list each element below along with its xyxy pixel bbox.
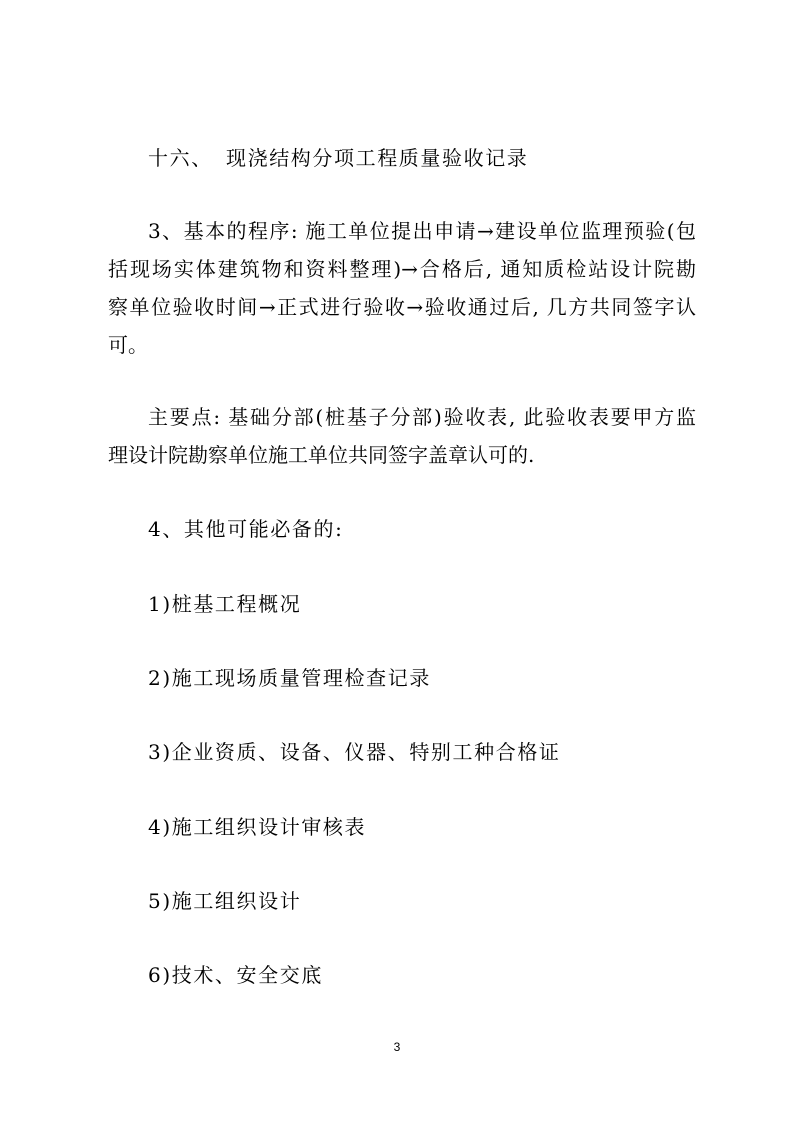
paragraph-line: 可。 <box>108 333 148 357</box>
list-item: 4)施工组织设计审核表 <box>148 815 367 839</box>
section-title: 现浇结构分项工程质量验收记录 <box>226 146 529 170</box>
list-item: 3)企业资质、设备、仪器、特别工种合格证 <box>148 740 561 764</box>
list-item: 2)施工现场质量管理检查记录 <box>148 666 431 690</box>
paragraph-line: 主要点: 基础分部(桩基子分部)验收表, 此验收表要甲方监 <box>148 405 696 429</box>
page-number: 3 <box>393 1040 401 1054</box>
list-item: 6)技术、安全交底 <box>148 963 323 987</box>
paragraph-line: 括现场实体建筑物和资料整理)→合格后, 通知质检站设计院勘 <box>108 257 696 281</box>
list-item: 1)桩基工程概况 <box>148 592 302 616</box>
paragraph-line: 察单位验收时间→正式进行验收→验收通过后, 几方共同签字认 <box>108 295 696 319</box>
list-item: 5)施工组织设计 <box>148 889 302 913</box>
section-number: 十六、 <box>148 146 213 170</box>
paragraph-line: 3、基本的程序: 施工单位提出申请→建设单位监理预验(包 <box>148 219 696 243</box>
paragraph-line: 理设计院勘察单位施工单位共同签字盖章认可的. <box>108 443 535 467</box>
paragraph-other-requirements: 4、其他可能必备的: <box>148 517 344 541</box>
